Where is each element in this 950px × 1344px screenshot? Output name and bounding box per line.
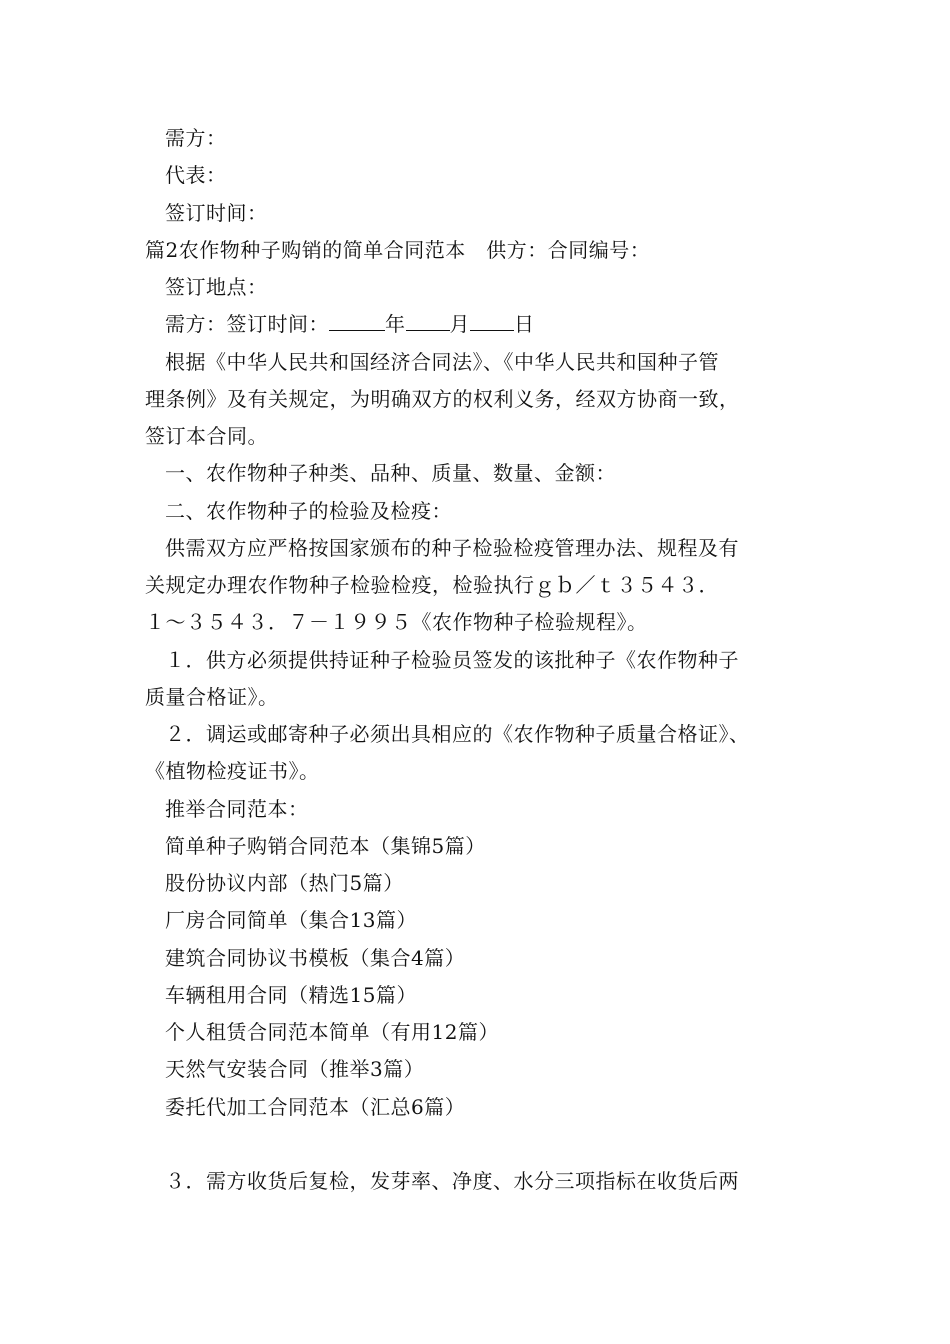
day-label: 日 bbox=[514, 312, 535, 336]
item-1-line-2: 质量合格证》。 bbox=[145, 685, 279, 709]
month-label: 月 bbox=[449, 312, 470, 336]
signing-place-label: 签订地点： bbox=[165, 275, 268, 299]
recommended-link-1[interactable]: 简单种子购销合同范本（集锦5篇） bbox=[165, 834, 486, 858]
paragraph-basis-line-1: 根据《中华人民共和国经济合同法》、《中华人民共和国种子管 bbox=[165, 350, 719, 374]
inspection-paragraph-line-1: 供需双方应严格按国家颁布的种子检验检疫管理办法、规程及有 bbox=[165, 536, 739, 560]
item-2-line-2: 《植物检疫证书》。 bbox=[145, 759, 320, 783]
inspection-paragraph-line-3: １～３５４３．７－１９９５《农作物种子检验规程》。 bbox=[145, 610, 648, 634]
year-label: 年 bbox=[385, 312, 406, 336]
recommended-link-7[interactable]: 天然气安装合同（推举3篇） bbox=[165, 1057, 425, 1081]
signing-date-line bbox=[165, 310, 535, 338]
item-3-line-1: ３．需方收货后复检，发芽率、净度、水分三项指标在收货后两 bbox=[165, 1169, 739, 1193]
item-1-line-1: １．供方必须提供持证种子检验员签发的该批种子《农作物种子 bbox=[165, 648, 739, 672]
inspection-paragraph-line-2: 关规定办理农作物种子检验检疫，检验执行ｇｂ／ｔ３５４３． bbox=[145, 573, 719, 597]
signing-time-label: 签订时间： bbox=[165, 201, 268, 225]
representative-label: 代表： bbox=[165, 163, 227, 187]
year-blank bbox=[329, 312, 385, 331]
buyer-label: 需方： bbox=[165, 126, 227, 150]
item-2-line-1: ２．调运或邮寄种子必须出具相应的《农作物种子质量合格证》、 bbox=[165, 722, 750, 746]
month-blank bbox=[406, 312, 450, 331]
section-title: 篇2农作物种子购销的简单合同范本 供方：合同编号： bbox=[145, 238, 651, 262]
day-blank bbox=[470, 312, 514, 331]
recommended-link-3[interactable]: 厂房合同简单（集合13篇） bbox=[165, 908, 417, 932]
recommended-link-4[interactable]: 建筑合同协议书模板（集合4篇） bbox=[165, 946, 466, 970]
clause-1-heading: 一、农作物种子种类、品种、质量、数量、金额： bbox=[165, 461, 616, 485]
recommended-link-6[interactable]: 个人租赁合同范本简单（有用12篇） bbox=[165, 1020, 499, 1044]
recommended-link-5[interactable]: 车辆租用合同（精选15篇） bbox=[165, 983, 417, 1007]
recommended-link-8[interactable]: 委托代加工合同范本（汇总6篇） bbox=[165, 1095, 466, 1119]
recommended-heading: 推举合同范本： bbox=[165, 797, 309, 821]
signing-date-prefix: 需方：签订时间： bbox=[165, 312, 329, 336]
clause-2-heading: 二、农作物种子的检验及检疫： bbox=[165, 499, 452, 523]
paragraph-basis-line-2: 理条例》及有关规定，为明确双方的权利义务，经双方协商一致， bbox=[145, 387, 740, 411]
recommended-link-2[interactable]: 股份协议内部（热门5篇） bbox=[165, 871, 404, 895]
paragraph-basis-line-3: 签订本合同。 bbox=[145, 424, 268, 448]
